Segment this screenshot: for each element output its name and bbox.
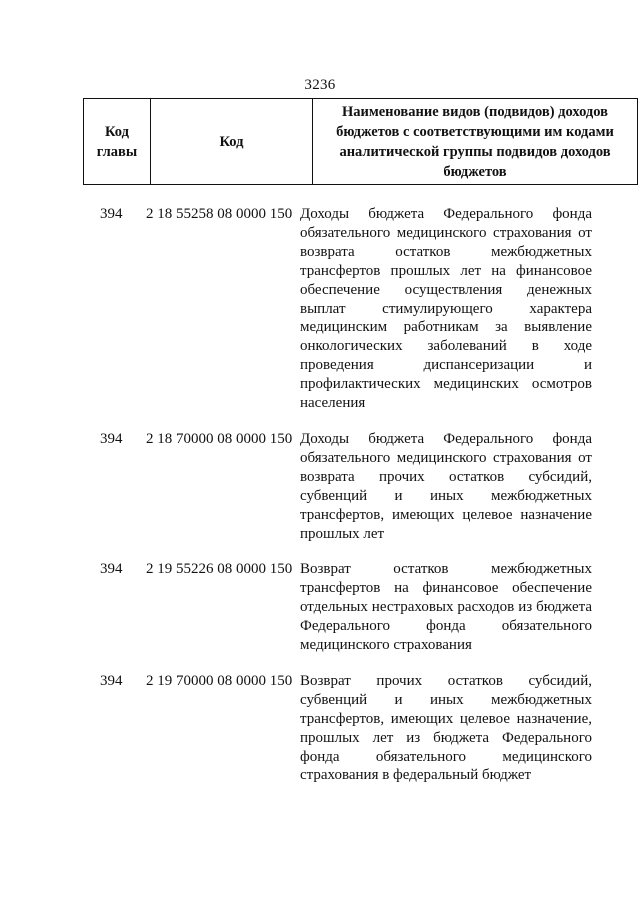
- row-code: 2 19 70000 08 0000 150: [146, 672, 293, 689]
- header-chapter-code: Код главы: [84, 99, 151, 185]
- table-row: [0, 672, 640, 802]
- header-name: Наименование видов (подвидов) доходов бюджетов с соответствующими им кодами аналитической группы подвидов доходов бюджетов: [313, 99, 638, 185]
- table-row: [0, 205, 640, 430]
- row-code: 2 18 70000 08 0000 150: [146, 430, 293, 447]
- row-code: 2 19 55226 08 0000 150: [146, 561, 293, 578]
- row-chapter-code: 394: [100, 672, 123, 689]
- row-name: Доходы бюджета Федерального фонда обязательного медицинского страхования от возврата остатков межбюджетных трансфертов прошлых лет на финансовое обеспечение осуществления денежных выплат стимулирующего характера медицинским работникам за выявление онкологических заболеваний в ходе проведения диспансеризации и профилактических медицинских осмотров населения: [300, 206, 592, 412]
- row-chapter-code: 394: [100, 561, 123, 578]
- row-name: Возврат остатков межбюджетных трансфертов на финансовое обеспечение отдельных нестраховых расходов из бюджета Федерального фонда обязательного медицинского страхования: [300, 561, 592, 654]
- row-name: Возврат прочих остатков субсидий, субвенций и иных межбюджетных трансфертов, имеющих целевое назначение, прошлых лет из бюджета Федерального фонда обязательного медицинского страхования в федеральный бюджет: [300, 672, 592, 784]
- table-row: [0, 560, 640, 672]
- row-code: 2 18 55258 08 0000 150: [146, 206, 293, 222]
- table-header: [83, 98, 638, 185]
- page-number: 3236: [304, 77, 336, 93]
- row-chapter-code: 394: [100, 430, 123, 447]
- row-chapter-code: 394: [100, 206, 123, 222]
- row-name: Доходы бюджета Федерального фонда обязательного медицинского страхования от возврата прочих остатков субсидий, субвенций и иных межбюджетных трансфертов, имеющих целевое назначение прошлых лет: [300, 430, 592, 542]
- table-row: [0, 430, 640, 560]
- header-row: [84, 99, 638, 185]
- table-body: [0, 205, 640, 802]
- header-code: Код: [151, 99, 313, 185]
